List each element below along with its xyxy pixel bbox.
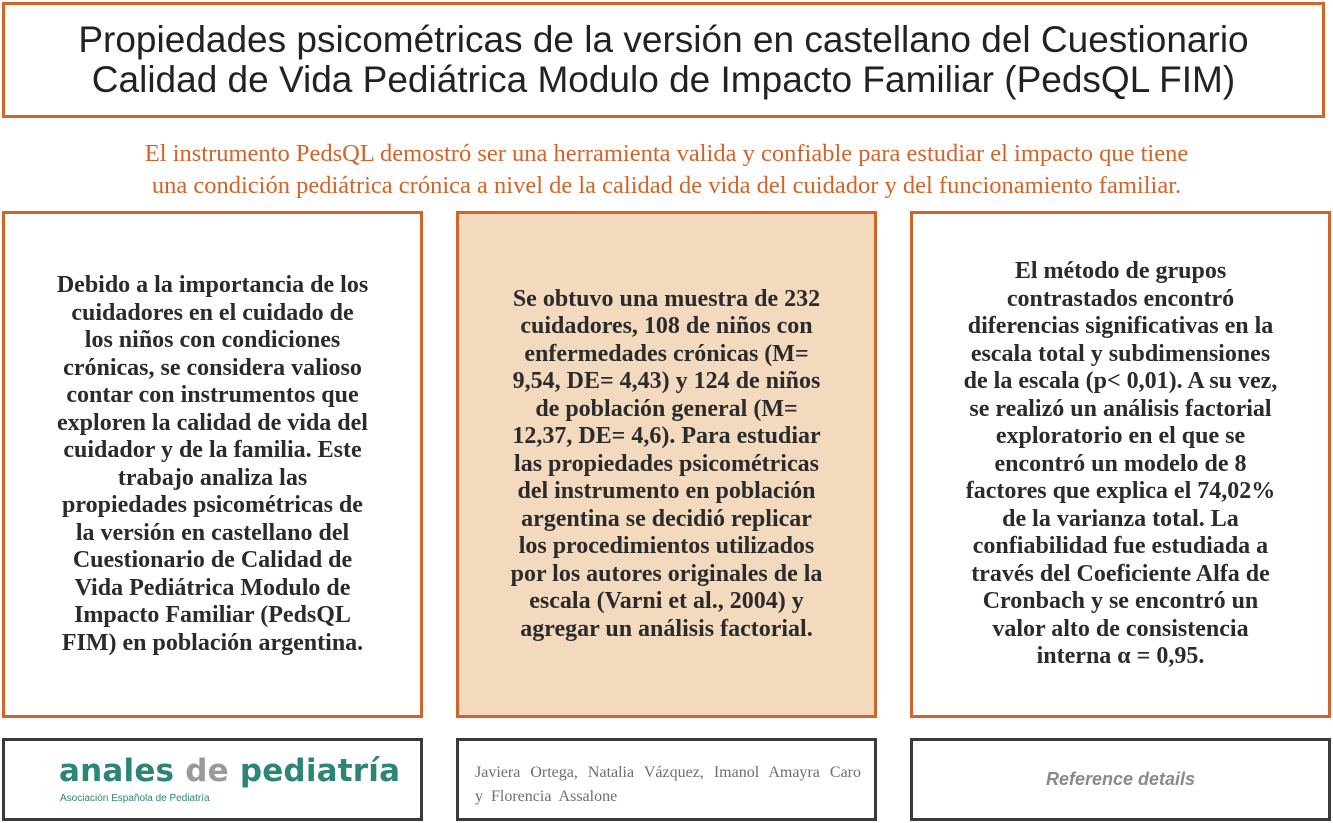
results-text: El método de grupos contrastados encontró diferencias significativas en la escala total y subdimensiones de la escala (p< 0,01). A su vez, se realizó un análisis factorial exploratorio en el que se encontró un modelo de 8 factores que explica el 74,02% de la varianza total. La confiabilidad fue estudiada a través del Coeficiente Alfa de Cronbach y se encontró un valor alto de consistencia interna α = 0,95. [963,258,1278,670]
summary-line-2: una condición pediátrica crónica a nivel de la calidad de vida del cuidador y del funcionamiento familiar. [151,172,1182,199]
title-line-1: Propiedades psicométricas de la versión en castellano del Cuestionario [78,19,1249,60]
summary-statement [0,138,1333,202]
logo-subtitle: Asociación Española de Pediatría [60,793,210,804]
methods-panel [456,211,877,718]
reference-box[interactable] [910,738,1331,821]
reference-details-link[interactable]: Reference details [1045,769,1196,789]
journal-logo [59,753,400,789]
journal-logo-box[interactable] [2,738,423,821]
logo-word-de: de [185,753,229,789]
methods-text: Se obtuvo una muestra de 232 cuidadores, 108 de niños con enfermedades crónicas (M= 9,54, DE= 4,43) y 124 de niños de población general (M= 12,37, DE= 4,6). Para estudiar las propiedades psicométricas del instrumento en población argentina se decidió replicar los procedimientos utilizados por los autores originales de la escala (Varni et al., 2004) y agregar un análisis factorial. [510,285,823,642]
authors-box [456,738,877,821]
title-line-2: Calidad de Vida Pediátrica Modulo de Impacto Familiar (PedsQL FIM) [91,59,1236,100]
background-panel [2,211,423,718]
title-box [2,2,1325,118]
results-panel [910,211,1331,718]
authors-text: Javiera Ortega, Natalia Vázquez, Imanol Amayra Caro y Florencia Assalone [475,764,861,805]
logo-word-pediatria: pediatría [228,753,401,789]
summary-line-1: El instrumento PedsQL demostró ser una herramienta valida y confiable para estudiar el impacto que tiene [144,140,1189,167]
background-text: Debido a la importancia de los cuidadores en el cuidado de los niños con condiciones crónicas, se considera valioso contar con instrumentos que exploren la calidad de vida del cuidador y de la familia. Este trabajo analiza las propiedades psicométricas de la versión en castellano del Cuestionario de Calidad de Vida Pediátrica Modulo de Impacto Familiar (PedsQL FIM) en población argentina. [56,272,369,656]
logo-word-anales: anales [59,753,186,789]
